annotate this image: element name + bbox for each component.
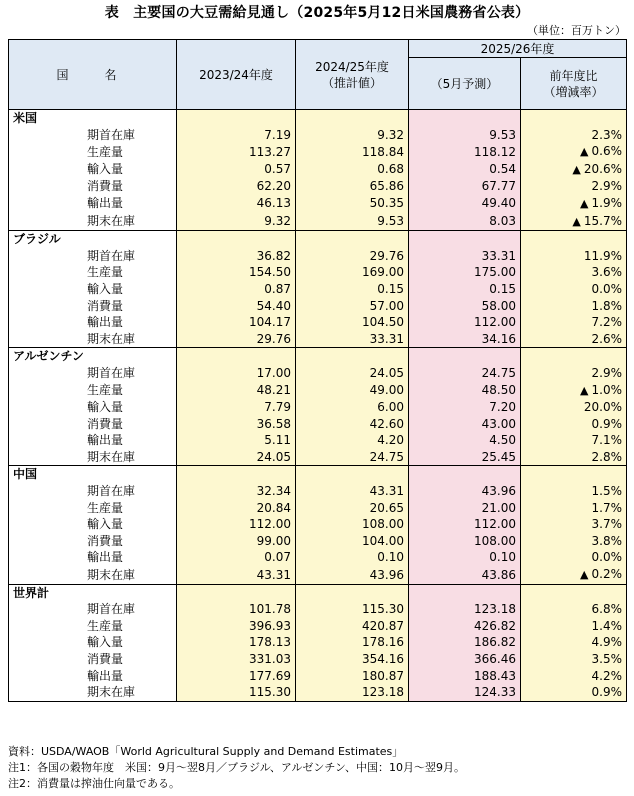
table-row [9,416,627,433]
value-2023-24: 113.27 [177,143,296,161]
change-rate [521,549,627,566]
change-rate [521,365,627,382]
cell-empty [177,466,296,483]
value-2025-26: 49.40 [409,195,521,213]
change-rate [521,143,627,161]
change-rate [521,668,627,685]
country-name: 米国 [9,110,177,127]
item-name: 消費量 [9,533,177,550]
value-2024-25: 43.31 [296,483,409,500]
value-2023-24: 36.82 [177,248,296,265]
value-2024-25: 354.16 [296,651,409,668]
value-2023-24: 112.00 [177,516,296,533]
value-2025-26: 188.43 [409,668,521,685]
value-2023-24: 54.40 [177,298,296,315]
item-name: 生産量 [9,618,177,635]
value-2023-24: 7.19 [177,127,296,144]
item-name: 期首在庫 [9,248,177,265]
item-name: 期首在庫 [9,365,177,382]
decrease-triangle-icon: ▲ [580,568,589,582]
table-row [9,264,627,281]
country-name: ブラジル [9,231,177,248]
item-name: 期末在庫 [9,449,177,466]
decrease-triangle-icon: ▲ [580,383,589,397]
table-row [9,281,627,298]
header-2024-25-line1: 2024/25年度 [315,59,389,74]
value-2025-26: 426.82 [409,618,521,635]
value-2025-26: 67.77 [409,178,521,195]
change-value: 1.7% [591,500,623,515]
change-rate [521,382,627,400]
header-2025-26: 2025/26年度 [409,40,627,58]
value-2023-24: 115.30 [177,684,296,701]
country-row [9,231,627,248]
change-rate [521,178,627,195]
value-2024-25: 169.00 [296,264,409,281]
change-rate [521,213,627,231]
table-row [9,618,627,635]
value-2023-24: 24.05 [177,449,296,466]
item-name: 輸入量 [9,161,177,179]
cell-empty [409,348,521,365]
value-2025-26: 123.18 [409,601,521,618]
value-2025-26: 7.20 [409,399,521,416]
value-2023-24: 0.57 [177,161,296,179]
value-2023-24: 178.13 [177,634,296,651]
table-row [9,634,627,651]
value-2023-24: 331.03 [177,651,296,668]
value-2024-25: 65.86 [296,178,409,195]
table-row [9,566,627,584]
table-row [9,382,627,400]
change-rate [521,449,627,466]
country-name: 世界計 [9,584,177,601]
header-change-line2: （増減率） [543,84,604,99]
value-2025-26: 43.96 [409,483,521,500]
value-2024-25: 6.00 [296,399,409,416]
item-name: 消費量 [9,298,177,315]
value-2025-26: 43.00 [409,416,521,433]
value-2024-25: 108.00 [296,516,409,533]
value-2025-26: 8.03 [409,213,521,231]
value-2024-25: 104.50 [296,314,409,331]
value-2025-26: 24.75 [409,365,521,382]
value-2024-25: 57.00 [296,298,409,315]
country-name: アルゼンチン [9,348,177,365]
value-2023-24: 62.20 [177,178,296,195]
change-value: 20.6% [583,161,623,176]
value-2025-26: 108.00 [409,533,521,550]
change-value: 2.3% [591,127,623,142]
value-2023-24: 9.32 [177,213,296,231]
item-name: 消費量 [9,178,177,195]
value-2025-26: 175.00 [409,264,521,281]
change-rate [521,601,627,618]
table-row [9,213,627,231]
cell-empty [296,231,409,248]
change-rate [521,195,627,213]
header-2023-24: 2023/24年度 [177,40,296,110]
cell-empty [409,110,521,127]
value-2024-25: 24.75 [296,449,409,466]
country-name: 中国 [9,466,177,483]
change-rate [521,684,627,701]
value-2025-26: 48.50 [409,382,521,400]
value-2024-25: 104.00 [296,533,409,550]
item-name: 輸入量 [9,399,177,416]
value-2023-24: 101.78 [177,601,296,618]
table-row [9,516,627,533]
change-value: 2.9% [591,179,623,194]
table-row [9,178,627,195]
cell-empty [521,110,627,127]
value-2024-25: 180.87 [296,668,409,685]
change-rate [521,500,627,517]
value-2023-24: 32.34 [177,483,296,500]
unit-label: （単位：百万トン） [527,24,626,37]
table-row [9,684,627,701]
value-2025-26: 366.46 [409,651,521,668]
value-2025-26: 124.33 [409,684,521,701]
table-row [9,549,627,566]
value-2023-24: 46.13 [177,195,296,213]
cell-empty [177,110,296,127]
value-2023-24: 43.31 [177,566,296,584]
change-value: 1.8% [591,298,623,313]
table-row [9,331,627,348]
cell-empty [409,466,521,483]
item-name: 消費量 [9,651,177,668]
change-value: 15.7% [583,213,623,228]
country-row [9,110,627,127]
change-value: 1.9% [591,195,623,210]
country-row [9,348,627,365]
change-rate [521,416,627,433]
change-value: 3.5% [591,652,623,666]
change-value: 6.8% [591,602,623,617]
change-value: 4.2% [591,668,623,683]
table-row [9,143,627,161]
value-2025-26: 4.50 [409,432,521,449]
change-rate [521,127,627,144]
cell-empty [521,584,627,601]
change-value: 0.9% [591,685,623,700]
cell-empty [177,231,296,248]
change-rate [521,533,627,550]
change-rate [521,634,627,651]
value-2023-24: 0.87 [177,281,296,298]
item-name: 期末在庫 [9,213,177,231]
item-name: 生産量 [9,143,177,161]
change-value: 1.0% [591,382,623,397]
change-value: 0.6% [591,144,623,159]
cell-empty [296,466,409,483]
item-name: 輸入量 [9,281,177,298]
table-row [9,195,627,213]
item-name: 期首在庫 [9,127,177,144]
value-2023-24: 20.84 [177,500,296,517]
cell-empty [296,348,409,365]
change-value: 2.6% [591,331,623,346]
note-1: 注1：各国の穀物年度 米国：9月～翌8月／ブラジル、アルゼンチン、中国：10月～翌9月。 [8,761,465,774]
value-2024-25: 0.68 [296,161,409,179]
change-rate [521,264,627,281]
item-name: 輸入量 [9,634,177,651]
value-2024-25: 43.96 [296,566,409,584]
change-value: 3.7% [591,517,623,532]
item-name: 輸入量 [9,516,177,533]
value-2023-24: 48.21 [177,382,296,400]
change-value: 7.1% [591,433,623,448]
decrease-triangle-icon: ▲ [580,145,589,159]
item-name: 輸出量 [9,549,177,566]
header-change-line1: 前年度比 [549,68,598,83]
decrease-triangle-icon: ▲ [572,162,581,176]
value-2025-26: 186.82 [409,634,521,651]
value-2024-25: 0.10 [296,549,409,566]
value-2025-26: 43.86 [409,566,521,584]
change-value: 11.9% [583,248,623,263]
item-name: 期末在庫 [9,331,177,348]
change-rate [521,651,627,668]
value-2023-24: 7.79 [177,399,296,416]
value-2024-25: 9.53 [296,213,409,231]
value-2025-26: 58.00 [409,298,521,315]
value-2024-25: 0.15 [296,281,409,298]
table-row [9,298,627,315]
value-2024-25: 20.65 [296,500,409,517]
change-value: 4.9% [591,635,623,650]
value-2023-24: 99.00 [177,533,296,550]
value-2023-24: 36.58 [177,416,296,433]
notes [8,744,465,792]
table-row [9,365,627,382]
change-rate [521,432,627,449]
table-row [9,449,627,466]
value-2024-25: 50.35 [296,195,409,213]
value-2024-25: 123.18 [296,684,409,701]
value-2025-26: 0.54 [409,161,521,179]
table-row [9,500,627,517]
change-rate [521,483,627,500]
header-change [521,58,627,110]
value-2023-24: 104.17 [177,314,296,331]
value-2023-24: 396.93 [177,618,296,635]
value-2024-25: 115.30 [296,601,409,618]
table-row [9,399,627,416]
item-name: 輸出量 [9,195,177,213]
value-2024-25: 118.84 [296,143,409,161]
item-name: 期末在庫 [9,684,177,701]
table-row [9,248,627,265]
value-2023-24: 29.76 [177,331,296,348]
value-2023-24: 177.69 [177,668,296,685]
change-value: 2.9% [591,365,623,380]
value-2025-26: 112.00 [409,516,521,533]
value-2023-24: 17.00 [177,365,296,382]
table-row [9,601,627,618]
table-row [9,432,627,449]
change-rate [521,516,627,533]
value-2023-24: 5.11 [177,432,296,449]
value-2024-25: 29.76 [296,248,409,265]
item-name: 期首在庫 [9,483,177,500]
value-2024-25: 42.60 [296,416,409,433]
cell-empty [409,584,521,601]
change-value: 1.4% [591,618,623,633]
value-2025-26: 34.16 [409,331,521,348]
header-2024-25-line2: （推計値） [321,75,382,90]
header-2024-25 [296,40,409,110]
cell-empty [177,348,296,365]
change-value: 0.0% [591,281,623,296]
value-2024-25: 420.87 [296,618,409,635]
value-2023-24: 0.07 [177,549,296,566]
value-2024-25: 9.32 [296,127,409,144]
change-rate [521,566,627,584]
table-row [9,533,627,550]
decrease-triangle-icon: ▲ [580,196,589,210]
value-2024-25: 178.16 [296,634,409,651]
soybean-supply-table [8,39,627,702]
value-2025-26: 25.45 [409,449,521,466]
country-row [9,584,627,601]
value-2025-26: 0.15 [409,281,521,298]
item-name: 期末在庫 [9,566,177,584]
change-rate [521,314,627,331]
table-row [9,483,627,500]
value-2024-25: 24.05 [296,365,409,382]
cell-empty [296,584,409,601]
change-value: 20.0% [583,400,623,415]
item-name: 生産量 [9,382,177,400]
change-value: 3.8% [591,533,623,548]
change-rate [521,399,627,416]
change-value: 1.5% [591,484,623,499]
country-row [9,466,627,483]
note-source: 資料：USDA/WAOB「World Agricultural Supply and Demand Estimates」 [8,745,404,758]
item-name: 生産量 [9,500,177,517]
change-value: 0.0% [591,550,623,565]
value-2024-25: 49.00 [296,382,409,400]
table-row [9,314,627,331]
item-name: 生産量 [9,264,177,281]
table-row [9,161,627,179]
table-row [9,127,627,144]
cell-empty [521,231,627,248]
change-value: 7.2% [591,315,623,330]
change-rate [521,298,627,315]
value-2025-26: 112.00 [409,314,521,331]
change-rate [521,618,627,635]
table-row [9,668,627,685]
item-name: 輸出量 [9,432,177,449]
table-row [9,651,627,668]
cell-empty [177,584,296,601]
header-country: 国 名 [9,40,177,110]
cell-empty [521,348,627,365]
value-2025-26: 0.10 [409,549,521,566]
item-name: 輸出量 [9,668,177,685]
value-2025-26: 21.00 [409,500,521,517]
table-body [9,110,627,702]
value-2023-24: 154.50 [177,264,296,281]
change-rate [521,281,627,298]
change-rate [521,331,627,348]
value-2024-25: 4.20 [296,432,409,449]
value-2025-26: 33.31 [409,248,521,265]
change-value: 0.2% [591,567,623,582]
item-name: 期首在庫 [9,601,177,618]
change-rate [521,161,627,179]
change-value: 2.8% [591,449,623,464]
value-2025-26: 118.12 [409,143,521,161]
value-2024-25: 33.31 [296,331,409,348]
change-value: 3.6% [591,265,623,280]
item-name: 輸出量 [9,314,177,331]
change-value: 0.9% [591,416,623,431]
page-title: 表 主要国の大豆需給見通し（2025年5月12日米国農務省公表） [104,5,530,21]
cell-empty [521,466,627,483]
header-may-forecast: （5月予測） [409,58,521,110]
change-rate [521,248,627,265]
cell-empty [296,110,409,127]
decrease-triangle-icon: ▲ [572,214,581,228]
item-name: 消費量 [9,416,177,433]
value-2025-26: 9.53 [409,127,521,144]
note-2: 注2：消費量は搾油仕向量である。 [8,777,180,790]
cell-empty [409,231,521,248]
